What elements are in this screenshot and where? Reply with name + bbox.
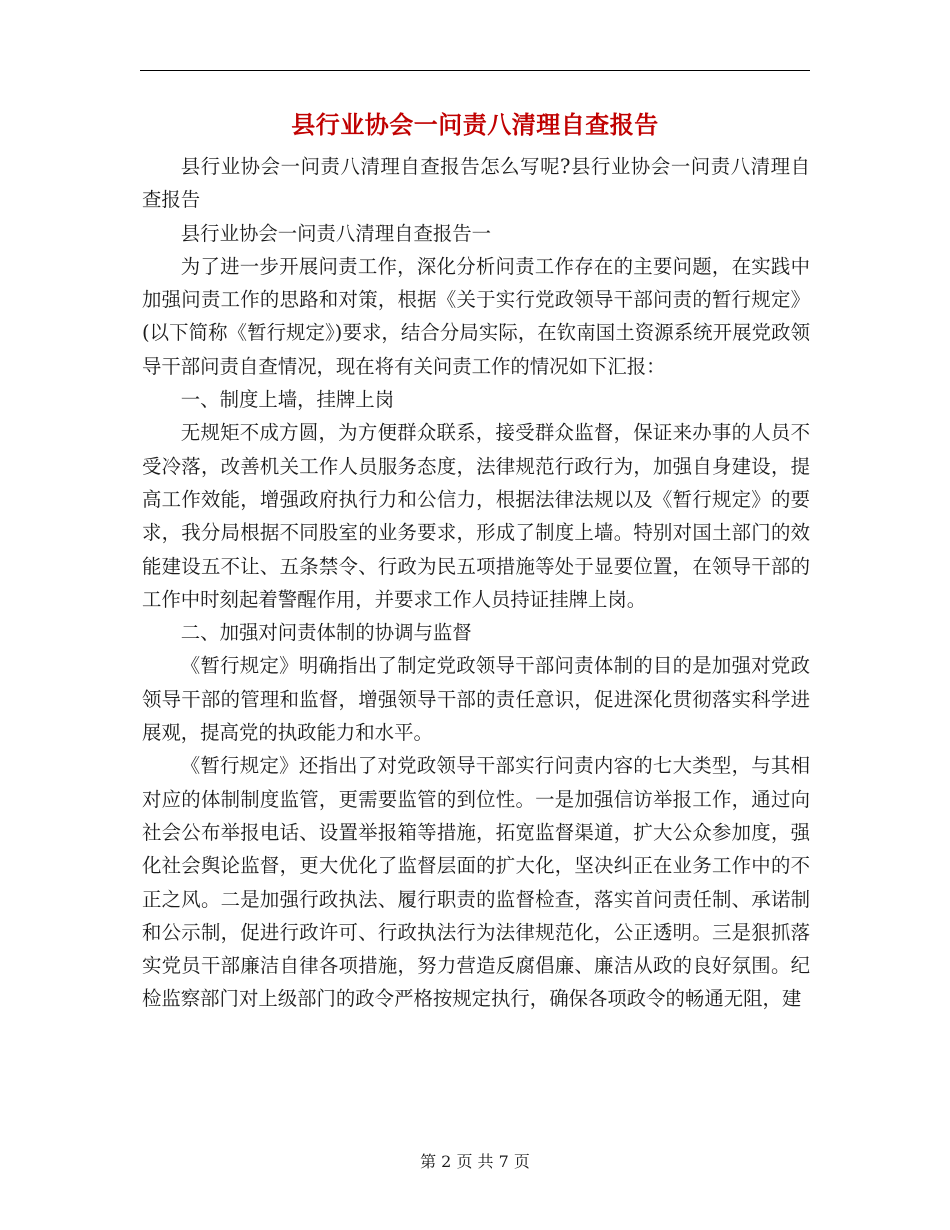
document-title: 县行业协会一问责八清理自查报告 xyxy=(291,110,659,139)
header-rule xyxy=(140,70,810,71)
page-number: 第 2 页 共 7 页 xyxy=(420,1152,530,1171)
section-heading-1: 一、制度上墙，挂牌上岗 xyxy=(180,388,395,412)
section-heading-2: 二、加强对问责体制的协调与监督 xyxy=(180,621,472,645)
paragraph-section-2b: 《暂行规定》还指出了对党政领导干部实行问责内容的七大类型，与其相对应的体制制度监管，更需要监管的到位性。一是加强信访举报工作，通过向社会公布举报电话、设置举报箱等措施，拓宽监督渠道，扩大公众参加度，强化社会舆论监督，更大优化了监督层面的扩大化，坚决纠正在业务工作中的不正之风。二是加强行政执法、履行职责的监督检查，落实首问责任制、承诺制和公示制，促进行政许可、行政执法行为法律规范化，公正透明。三是狠抓落实党员干部廉洁自律各项措施，努力营造反腐倡廉、廉洁从政的良好氛围。纪检监察部门对上级部门的政令严格按规定执行，确保各项政令的畅通无阻，建 xyxy=(142,754,810,1011)
document-body xyxy=(142,150,810,1016)
paragraph-section-2a: 《暂行规定》明确指出了制定党政领导干部问责体制的目的是加强对党政领导干部的管理和监督，增强领导干部的责任意识，促进深化贯彻落实科学进展观，提高党的执政能力和水平。 xyxy=(142,654,810,745)
paragraph-subtitle: 县行业协会一问责八清理自查报告一 xyxy=(180,221,492,245)
paragraph-intro: 县行业协会一问责八清理自查报告怎么写呢?县行业协会一问责八清理自查报告 xyxy=(142,155,810,212)
paragraph-background: 为了进一步开展问责工作，深化分析问责工作存在的主要问题，在实践中加强问责工作的思路和对策，根据《关于实行党政领导干部问责的暂行规定》(以下简称《暂行规定》)要求，结合分局实际，在钦南国土资源系统开展党政领导干部问责自查情况，现在将有关问责工作的情况如下汇报： xyxy=(142,254,810,378)
paragraph-section-1: 无规矩不成方圆，为方便群众联系，接受群众监督，保证来办事的人员不受冷落，改善机关工作人员服务态度，法律规范行政行为，加强自身建设，提高工作效能，增强政府执行力和公信力，根据法律法规以及《暂行规定》的要求，我分局根据不同股室的业务要求，形成了制度上墙。特别对国土部门的效能建设五不让、五条禁令、行政为民五项措施等处于显要位置，在领导干部的工作中时刻起着警醒作用，并要求工作人员持证挂牌上岗。 xyxy=(142,421,810,611)
